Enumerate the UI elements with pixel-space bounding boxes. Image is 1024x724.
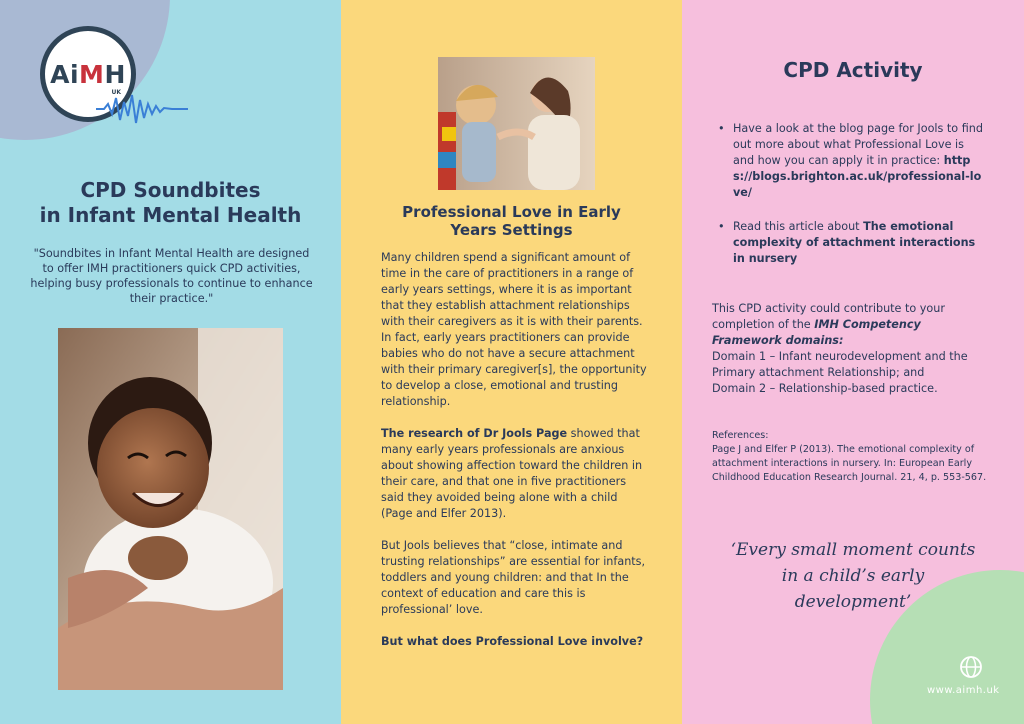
cpd-activity-title: CPD Activity xyxy=(783,58,923,82)
middle-panel xyxy=(341,0,682,724)
soundbites-description: "Soundbites in Infant Mental Health are designed to offer IMH practitioners quick CPD activities, helping busy professionals to continue to enhance their practice." xyxy=(30,247,313,305)
paragraph-intro: Many children spend a significant amount of time in the care of practitioners in a range of early years settings, where it is as important that they establish attachment relationships with their caregivers as it is with their parents. In fact, early years practitioners can provide babies who do not have a secure attachment with their primary caregiver[s], the opportunity to develop a close, emotional and trusting relationship. xyxy=(381,251,647,408)
paragraph-research: The research of Dr Jools Page showed that many early years professionals are anxious about showing affection toward the children in their care, and that one in five practitioners said they avoided being alone with a child (Page and Elfer 2013). xyxy=(381,427,643,520)
practitioner-child-photo xyxy=(438,57,595,190)
blog-link[interactable]: https://blogs.brighton.ac.uk/professional-love/ xyxy=(733,154,982,199)
article-link[interactable]: The emotional complexity of attachment interactions in nursery xyxy=(733,220,976,265)
competency-paragraph: This CPD activity could contribute to your completion of the IMH Competency Framework domains: Domain 1 – Infant neurodevelopment and the Primary attachment Relationship; and Domain 2 – Relationship-based practice. xyxy=(712,302,968,395)
sound-wave-icon xyxy=(96,92,188,126)
soundbites-title: CPD Soundbites in Infant Mental Health xyxy=(39,178,302,227)
paragraph-question: But what does Professional Love involve? xyxy=(381,635,644,648)
globe-icon xyxy=(959,655,983,679)
activity-list xyxy=(716,121,988,285)
website-link[interactable]: www.aimh.uk xyxy=(927,685,1000,696)
closing-quote: ‘Every small moment counts in a child’s early development’ xyxy=(730,540,976,612)
professional-love-body xyxy=(381,250,649,666)
list-item: • Have a look at the blog page for Jools to find out more about what Professional Love is and how you can apply it in practice: https://blogs.brighton.ac.uk/professional-love/ xyxy=(716,121,988,201)
paragraph-jools: But Jools believes that “close, intimate and trusting relationships” are essential for infants, toddlers and young children: and that In the context of education and care this is professional’ love. xyxy=(381,539,646,616)
smiling-baby-photo xyxy=(58,328,283,690)
professional-love-title: Professional Love in Early Years Settings xyxy=(402,203,621,239)
list-item: • Read this article about The emotional complexity of attachment interactions in nursery xyxy=(716,219,988,267)
aimh-logo: AiMH UK xyxy=(40,26,136,122)
right-panel xyxy=(682,0,1024,724)
left-panel xyxy=(0,0,341,724)
references: References: Page J and Elfer P (2013). The emotional complexity of attachment interactions in nursery. In: European Early Childhood Education Research Journal. 21, 4, p. 553-567. xyxy=(712,430,987,483)
